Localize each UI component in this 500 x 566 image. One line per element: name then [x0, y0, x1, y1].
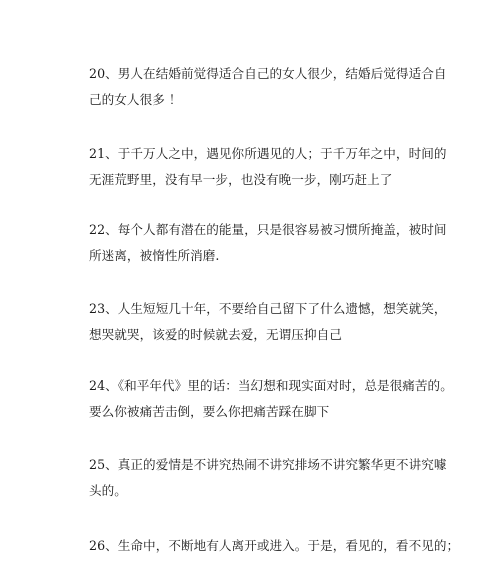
quote-22-line-2: 所迷离，被惰性所消磨. — [89, 248, 220, 263]
quote-entry-21 — [89, 141, 447, 193]
quote-20-line-1: 20、男人在结婚前觉得适合自己的女人很少，结婚后觉得适合自 — [89, 66, 447, 81]
quote-24-line-1: 24、《和平年代》里的话：当幻想和现实面对时，总是很痛苦的。 — [89, 378, 453, 393]
quote-entry-26 — [89, 533, 460, 559]
quote-25-line-1: 25、真正的爱情是不讲究热闹不讲究排场不讲究繁华更不讲究噱 — [89, 457, 447, 472]
quote-23-line-2: 想哭就哭，该爱的时候就去爱，无谓压抑自己 — [89, 327, 342, 342]
quote-26-line-1: 26、生命中，不断地有人离开或进入。于是，看见的，看不见的； — [89, 538, 460, 553]
quote-23-line-1: 23、人生短短几十年，不要给自己留下了什么遗憾，想笑就笑， — [89, 301, 447, 316]
quote-20-line-2: 己的女人很多 ！ — [89, 92, 182, 107]
quote-21-line-1: 21、于千万人之中，遇见你所遇见的人；于千万年之中，时间的 — [89, 146, 447, 161]
quote-entry-22 — [89, 217, 447, 269]
quote-21-line-2: 无涯荒野里，没有早一步，也没有晚一步，刚巧赶上了 — [89, 172, 393, 187]
quote-entry-24 — [89, 373, 453, 425]
quote-25-line-2: 头的。 — [89, 483, 127, 498]
quote-24-line-2: 要么你被痛苦击倒，要么你把痛苦踩在脚下 — [89, 404, 330, 419]
quote-entry-25 — [89, 452, 447, 504]
quote-22-line-1: 22、每个人都有潜在的能量，只是很容易被习惯所掩盖，被时间 — [89, 222, 447, 237]
quote-entry-20 — [89, 61, 447, 113]
quote-entry-23 — [89, 296, 447, 348]
